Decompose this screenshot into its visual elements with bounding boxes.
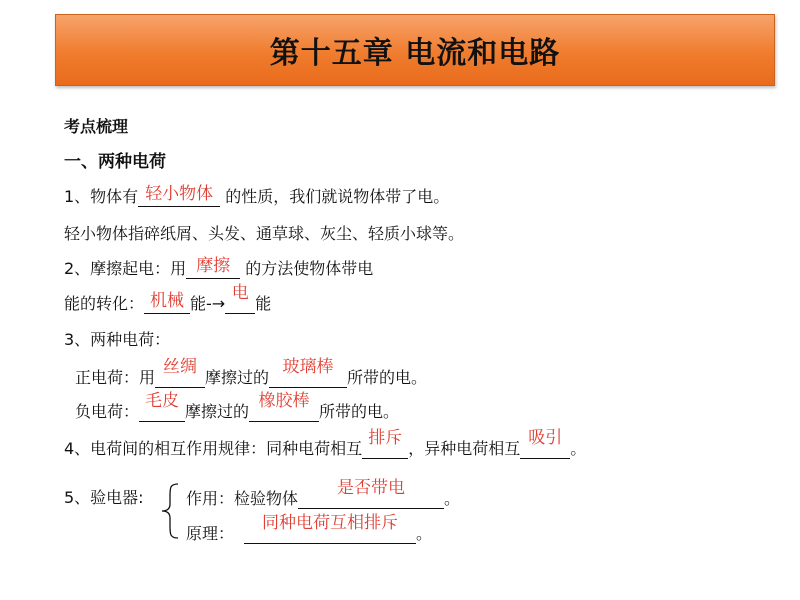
blank-5 bbox=[155, 357, 205, 388]
positive-pre: 正电荷：用 bbox=[75, 368, 156, 387]
page-title: 第十五章 电流和电路 bbox=[269, 36, 561, 71]
item-4-pre: 4、电荷间的相互作用规律：同种电荷相互 bbox=[64, 439, 363, 458]
item-2 bbox=[64, 258, 373, 279]
blank-12 bbox=[244, 513, 416, 544]
energy-mid: 能- bbox=[190, 294, 212, 313]
answer-8: 橡胶棒 bbox=[258, 391, 310, 411]
answer-3: 机械 bbox=[150, 291, 185, 311]
answer-2: 摩擦 bbox=[196, 256, 231, 276]
answer-7: 毛皮 bbox=[145, 391, 180, 411]
blank-11 bbox=[298, 478, 444, 509]
item-2-post: 的方法使物体带电 bbox=[240, 259, 374, 278]
answer-1: 轻小物体 bbox=[145, 184, 214, 204]
answer-12: 同种电荷互相排斥 bbox=[262, 513, 399, 533]
brace-icon bbox=[160, 482, 180, 540]
positive-mid: 摩擦过的 bbox=[205, 368, 270, 387]
energy-post: 能 bbox=[255, 294, 272, 313]
positive-charge bbox=[75, 357, 428, 388]
function-label: 作用：检验物体 bbox=[186, 489, 299, 508]
answer-6: 玻璃棒 bbox=[282, 357, 334, 377]
principle-post: 。 bbox=[416, 524, 433, 543]
electroscope-function bbox=[186, 478, 461, 509]
item-2-pre: 2、摩擦起电：用 bbox=[64, 259, 187, 278]
blank-9 bbox=[362, 428, 408, 459]
item-1-note: 轻小物体指碎纸屑、头发、通草球、灰尘、轻质小球等。 bbox=[64, 224, 465, 243]
function-post: 。 bbox=[444, 489, 461, 508]
electroscope-principle bbox=[186, 513, 433, 544]
section-header: 考点梳理 bbox=[64, 117, 129, 136]
energy-pre: 能的转化： bbox=[64, 294, 145, 313]
sub-header: 一、两种电荷 bbox=[64, 152, 166, 172]
blank-8 bbox=[249, 391, 319, 422]
negative-charge bbox=[75, 391, 400, 422]
item-4 bbox=[64, 428, 587, 459]
positive-post: 所带的电。 bbox=[347, 368, 428, 387]
blank-2 bbox=[186, 258, 240, 279]
blank-10 bbox=[520, 428, 570, 459]
item-1 bbox=[64, 186, 449, 207]
negative-mid: 摩擦过的 bbox=[185, 402, 250, 421]
answer-10: 吸引 bbox=[528, 428, 563, 448]
answer-4: 电 bbox=[231, 283, 249, 303]
item-3: 3、两种电荷： bbox=[64, 330, 171, 349]
negative-pre: 负电荷： bbox=[75, 402, 140, 421]
energy-conversion bbox=[64, 283, 272, 314]
answer-9: 排斥 bbox=[368, 428, 403, 448]
item-1-pre: 1、物体有 bbox=[64, 187, 139, 206]
answer-5: 丝绸 bbox=[163, 357, 198, 377]
item-4-post: 。 bbox=[570, 439, 587, 458]
answer-11: 是否带电 bbox=[337, 478, 406, 498]
title-banner bbox=[55, 14, 775, 86]
negative-post: 所带的电。 bbox=[319, 402, 400, 421]
blank-6 bbox=[269, 357, 347, 388]
item-4-mid: ，异种电荷相互 bbox=[408, 439, 521, 458]
electroscope-label: 5、验电器: bbox=[64, 488, 144, 507]
principle-label: 原理： bbox=[186, 524, 235, 543]
blank-7 bbox=[139, 391, 185, 422]
blank-1 bbox=[138, 186, 220, 207]
blank-3 bbox=[144, 293, 190, 314]
arrow-icon: → bbox=[211, 294, 226, 313]
item-1-post: 的性质，我们就说物体带了电。 bbox=[220, 187, 450, 206]
blank-4 bbox=[225, 283, 255, 314]
